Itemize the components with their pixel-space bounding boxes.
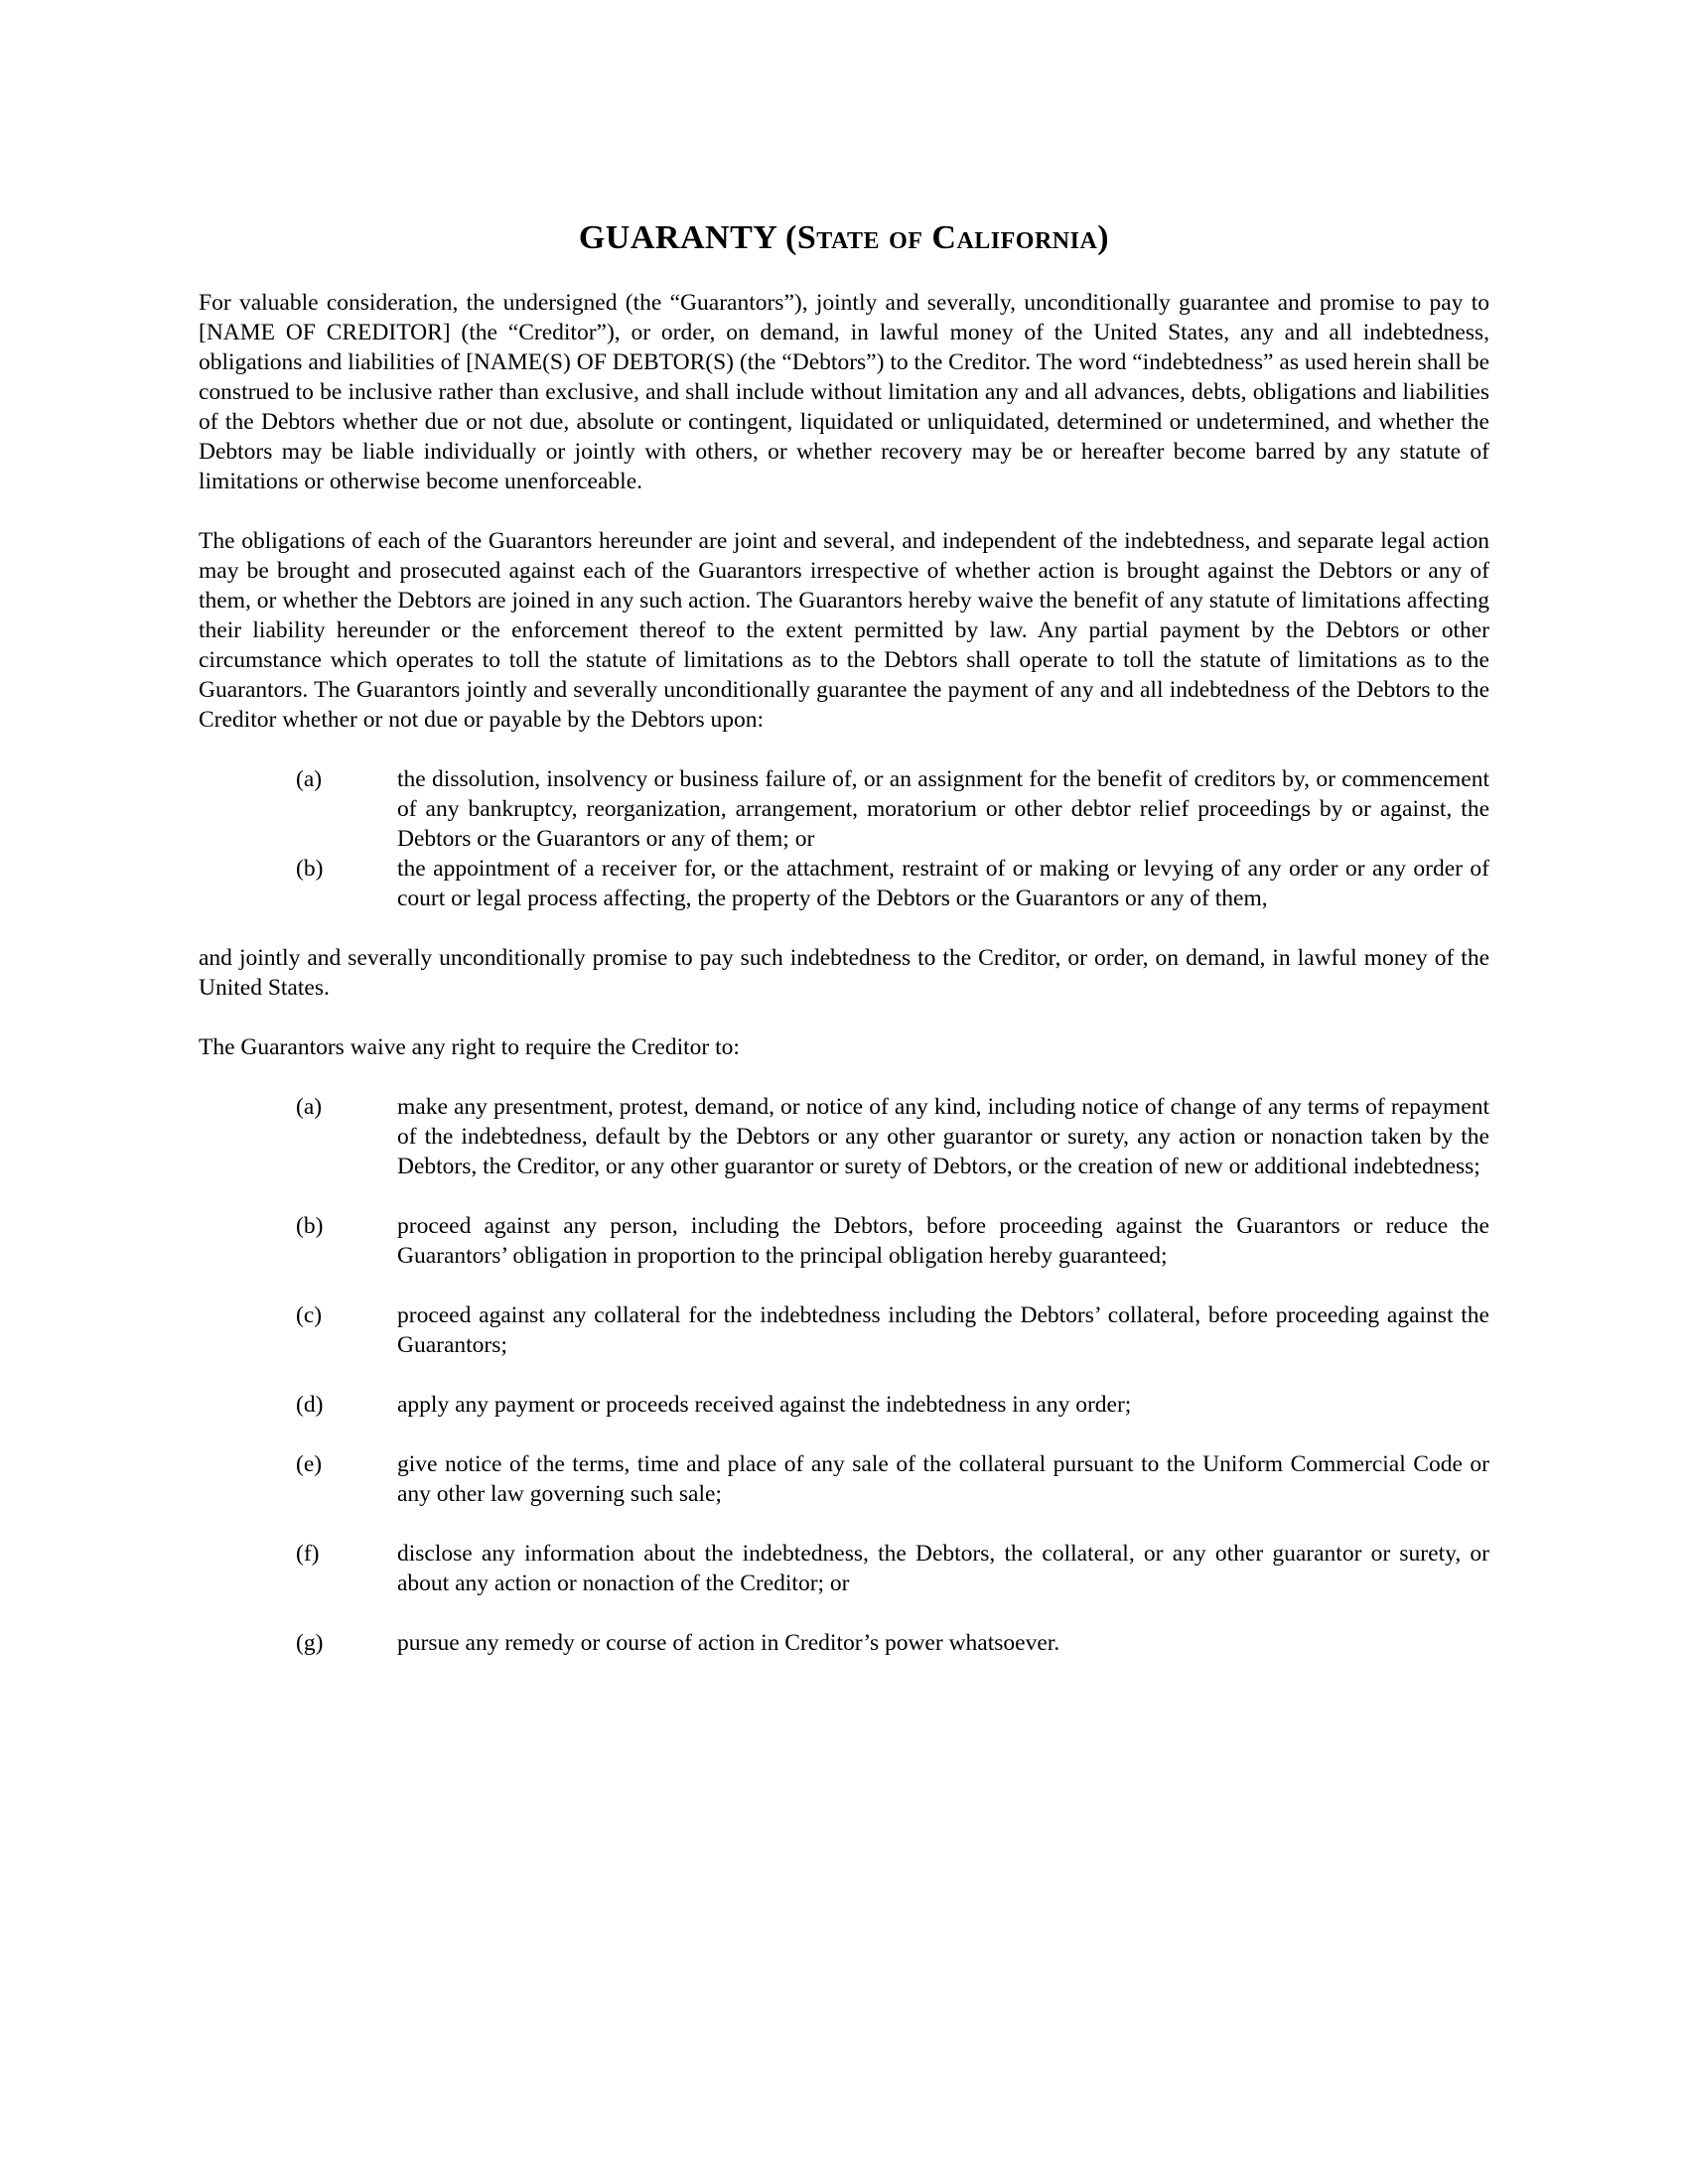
- document-body: [199, 288, 1489, 1658]
- clause-marker: (e): [296, 1451, 323, 1477]
- clause-item: [199, 764, 1489, 854]
- clause-list: [199, 764, 1489, 913]
- clause-item: [199, 854, 1489, 913]
- clause-item: [199, 1449, 1489, 1509]
- clause-marker: (c): [296, 1302, 323, 1328]
- paragraph: and jointly and severally unconditionally promise to pay such indebtedness to the Creditor, or order, on demand, in lawful money of the United States.: [199, 945, 1489, 1001]
- paragraph: The Guarantors waive any right to require the Creditor to:: [199, 1034, 740, 1060]
- clause-marker: (b): [296, 1213, 324, 1239]
- clause-item: [199, 1211, 1489, 1271]
- clause-marker: (g): [296, 1630, 324, 1656]
- clause-text: apply any payment or proceeds received against the indebtedness in any order;: [397, 1392, 1132, 1418]
- clause-item: [199, 1300, 1489, 1360]
- clause-text: pursue any remedy or course of action in Creditor’s power whatsoever.: [397, 1630, 1060, 1656]
- clause-text: the appointment of a receiver for, or the attachment, restraint of or making or levying of any order or any order of court or legal process affecting, the property of the Debtors or the Guarantors or any of them,: [397, 856, 1489, 911]
- document-title: GUARANTY (State of California): [578, 219, 1110, 256]
- clause-text: the dissolution, insolvency or business failure of, or an assignment for the benefit of creditors by, or commencement of any bankruptcy, reorganization, arrangement, moratorium or other debtor relief proceedings by or against, the Debtors or the Guarantors or any of them; or: [397, 766, 1489, 852]
- clause-text: disclose any information about the indebtedness, the Debtors, the collateral, or any other guarantor or surety, or about any action or nonaction of the Creditor; or: [397, 1541, 1489, 1596]
- clause-item: [199, 1628, 1489, 1658]
- clause-marker: (b): [296, 856, 324, 882]
- clause-text: give notice of the terms, time and place of any sale of the collateral pursuant to the Uniform Commercial Code or any other law governing such sale;: [397, 1451, 1489, 1507]
- clause-item: [199, 1390, 1489, 1420]
- paragraph: For valuable consideration, the undersigned (the “Guarantors”), jointly and severally, unconditionally guarantee and promise to pay to [NAME OF CREDITOR] (the “Creditor”), or order, on demand, in lawful money of the United States, any and all indebtedness, obligations and liabilities of [NAME(S) OF DEBTOR(S) (the “Debtors”) to the Creditor. The word “indebtedness” as used herein shall be construed to be inclusive rather than exclusive, and shall include without limitation any and all advances, debts, obligations and liabilities of the Debtors whether due or not due, absolute or contingent, liquidated or unliquidated, determined or undetermined, and whether the Debtors may be liable individually or jointly with others, or whether recovery may be or hereafter become barred by any statute of limitations or otherwise become unenforceable.: [199, 290, 1489, 494]
- clause-marker: (a): [296, 1094, 323, 1120]
- clause-marker: (f): [296, 1541, 320, 1567]
- clause-marker: (a): [296, 766, 323, 792]
- clause-text: proceed against any person, including the Debtors, before proceeding against the Guarantors or reduce the Guarantors’ obligation in proportion to the principal obligation hereby guaranteed;: [397, 1213, 1489, 1269]
- clause-item: [199, 1092, 1489, 1181]
- paragraph: The obligations of each of the Guarantors hereunder are joint and several, and independent of the indebtedness, and separate legal action may be brought and prosecuted against each of the Guarantors irrespective of whether action is brought against the Debtors or any of them, or whether the Debtors are joined in any such action. The Guarantors hereby waive the benefit of any statute of limitations affecting their liability hereunder or the enforcement thereof to the extent permitted by law. Any partial payment by the Debtors or other circumstance which operates to toll the statute of limitations as to the Debtors shall operate to toll the statute of limitations as to the Guarantors. The Guarantors jointly and severally unconditionally guarantee the payment of any and all indebtedness of the Debtors to the Creditor whether or not due or payable by the Debtors upon:: [199, 528, 1489, 733]
- clause-text: proceed against any collateral for the indebtedness including the Debtors’ collateral, before proceeding against the Guarantors;: [397, 1302, 1489, 1358]
- clause-list: [199, 1092, 1489, 1658]
- clause-text: make any presentment, protest, demand, or notice of any kind, including notice of change of any terms of repayment of the indebtedness, default by the Debtors or any other guarantor or surety, any action or nonaction taken by the Debtors, the Creditor, or any other guarantor or surety of Debtors, or the creation of new or additional indebtedness;: [397, 1094, 1489, 1179]
- clause-item: [199, 1539, 1489, 1598]
- clause-marker: (d): [296, 1392, 324, 1418]
